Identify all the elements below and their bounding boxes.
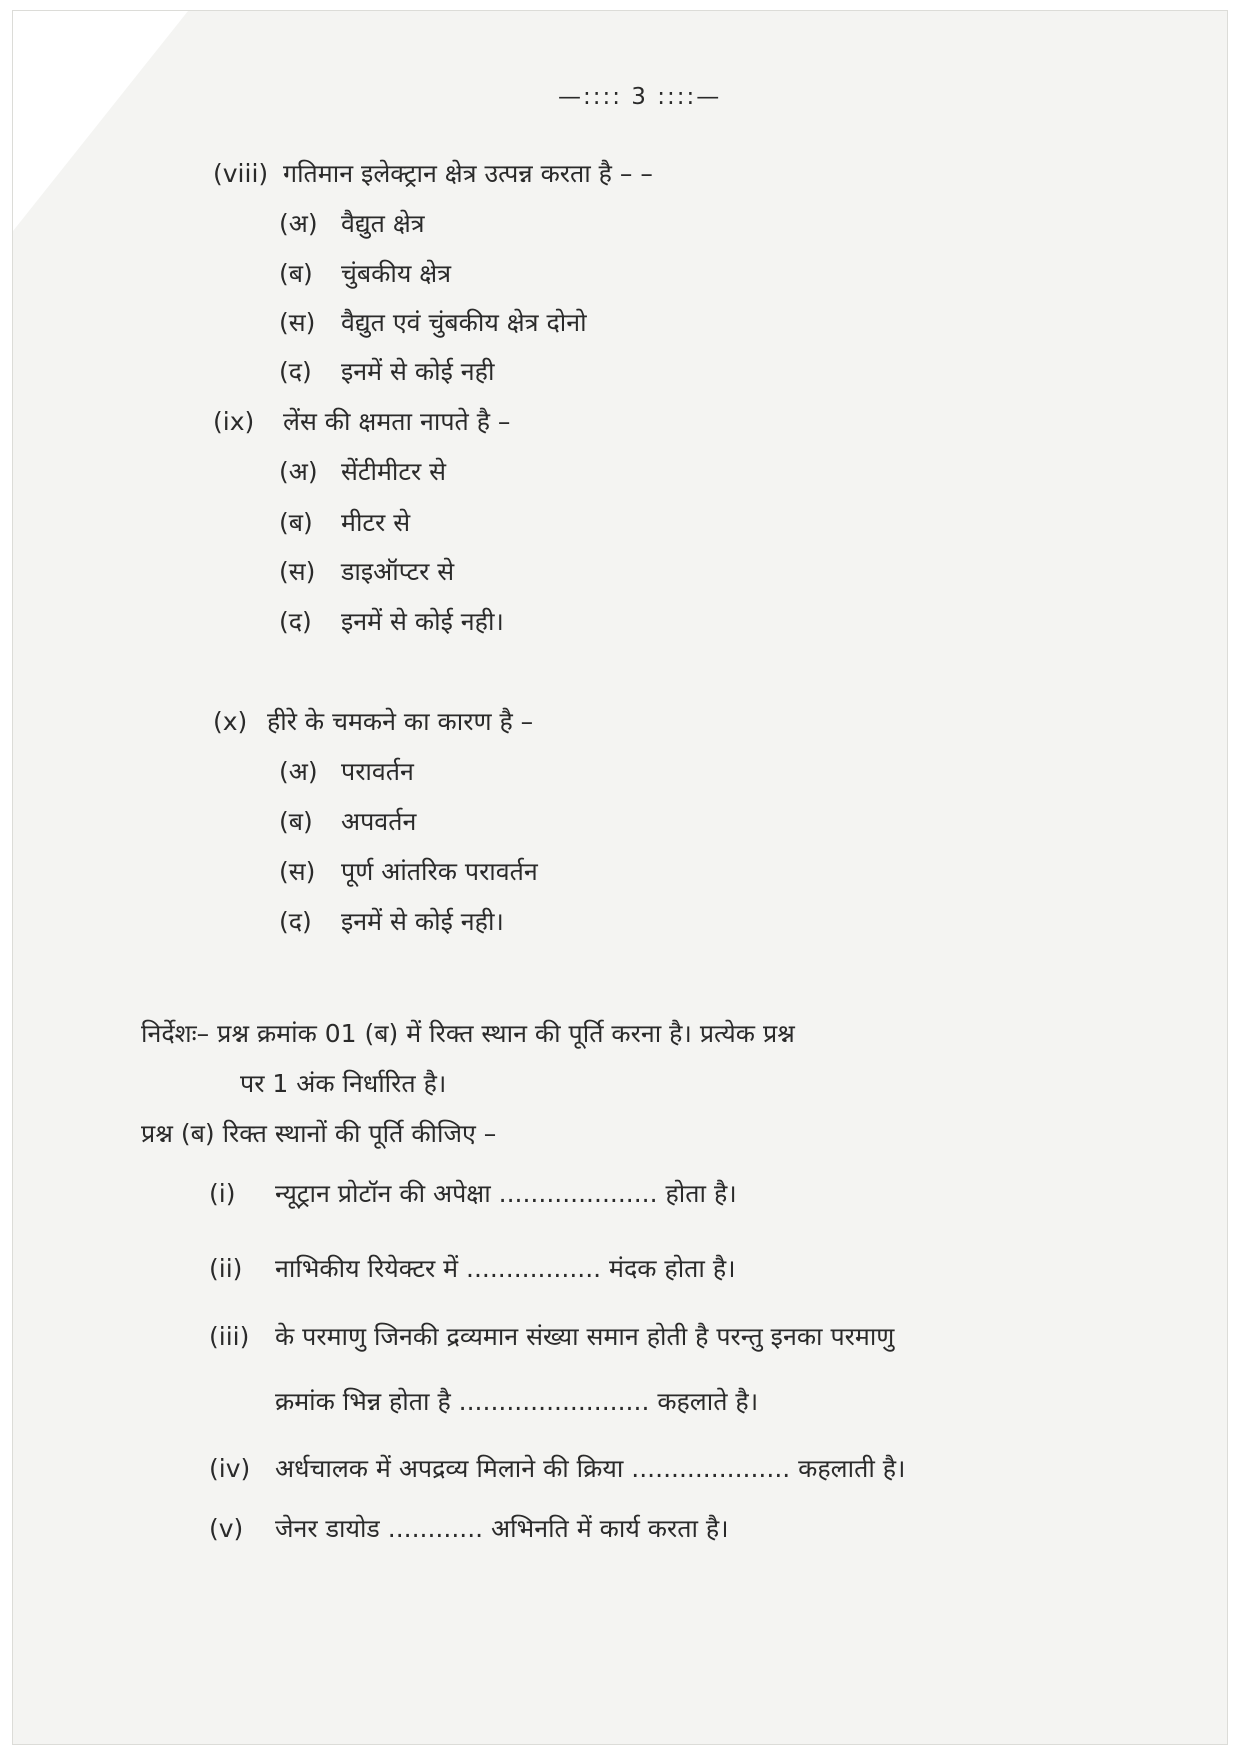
option-text: डाइऑप्टर से bbox=[341, 557, 455, 586]
fill-blank-item bbox=[209, 1319, 894, 1355]
item-text: नाभिकीय रियेक्टर में ................. मंदक होता है। bbox=[275, 1254, 736, 1283]
option-text: इनमें से कोई नही bbox=[341, 357, 495, 386]
option bbox=[279, 754, 414, 790]
option-label: (द) bbox=[279, 607, 312, 636]
option-text: वैद्युत क्षेत्र bbox=[341, 209, 425, 238]
option bbox=[279, 256, 451, 292]
option bbox=[279, 454, 446, 490]
mcq-question bbox=[213, 704, 533, 740]
option-label: (अ) bbox=[279, 457, 318, 486]
option-label: (स) bbox=[279, 557, 316, 586]
option-text: परावर्तन bbox=[341, 757, 414, 786]
item-number: (v) bbox=[209, 1514, 244, 1543]
fill-blank-item bbox=[209, 1511, 729, 1547]
option-text: पूर्ण आंतरिक परावर्तन bbox=[341, 857, 538, 886]
item-text: के परमाणु जिनकी द्रव्यमान संख्या समान होती है परन्तु इनका परमाणु bbox=[275, 1322, 895, 1351]
question-number: (viii) bbox=[213, 159, 269, 188]
instruction-line-2: पर 1 अंक निर्धारित है। bbox=[240, 1069, 447, 1098]
folded-corner bbox=[13, 11, 188, 231]
option-text: मीटर से bbox=[341, 508, 411, 537]
option-label: (द) bbox=[279, 357, 312, 386]
option-label: (अ) bbox=[279, 209, 318, 238]
fill-blank-item bbox=[209, 1451, 906, 1487]
option bbox=[279, 354, 494, 390]
question-text: गतिमान इलेक्ट्रान क्षेत्र उत्पन्न करता है – – bbox=[283, 159, 653, 188]
exam-page bbox=[12, 10, 1228, 1745]
section-b-heading: प्रश्न (ब) रिक्त स्थानों की पूर्ति कीजिए – bbox=[141, 1119, 497, 1148]
item-text: अर्धचालक में अपद्रव्य मिलाने की क्रिया .................... कहलाती है। bbox=[275, 1454, 906, 1483]
option bbox=[279, 904, 504, 940]
page-number: —:::: 3 ::::— bbox=[558, 84, 722, 110]
fill-blank-item bbox=[209, 1251, 736, 1287]
option-label: (अ) bbox=[279, 757, 318, 786]
option-text: अपवर्तन bbox=[341, 807, 417, 836]
mcq-question bbox=[213, 404, 510, 440]
option bbox=[279, 206, 425, 242]
item-text: न्यूट्रान प्रोटॉन की अपेक्षा .................... होता है। bbox=[275, 1179, 737, 1208]
option bbox=[279, 505, 410, 541]
option-label: (ब) bbox=[279, 259, 313, 288]
question-number: (x) bbox=[213, 707, 248, 736]
fill-blank-item-continuation: क्रमांक भिन्न होता है ........................ कहलाते है। bbox=[275, 1387, 759, 1416]
item-text: जेनर डायोड ............ अभिनति में कार्य करता है। bbox=[275, 1514, 729, 1543]
option-text: चुंबकीय क्षेत्र bbox=[341, 259, 451, 288]
fill-blank-item bbox=[209, 1176, 737, 1212]
option bbox=[279, 604, 504, 640]
option-label: (द) bbox=[279, 907, 312, 936]
option-label: (स) bbox=[279, 308, 316, 337]
option-label: (ब) bbox=[279, 807, 313, 836]
option-label: (स) bbox=[279, 857, 316, 886]
option-text: सेंटीमीटर से bbox=[341, 457, 447, 486]
question-text: लेंस की क्षमता नापते है – bbox=[283, 407, 511, 436]
instruction-line-1: निर्देशः– प्रश्न क्रमांक 01 (ब) में रिक्त स्थान की पूर्ति करना है। प्रत्येक प्रश्न bbox=[141, 1019, 795, 1048]
option-text: वैद्युत एवं चुंबकीय क्षेत्र दोनो bbox=[341, 308, 587, 337]
question-text: हीरे के चमकने का कारण है – bbox=[267, 707, 534, 736]
option bbox=[279, 804, 416, 840]
item-number: (iv) bbox=[209, 1454, 251, 1483]
item-number: (iii) bbox=[209, 1322, 250, 1351]
option-text: इनमें से कोई नही। bbox=[341, 907, 504, 936]
item-number: (i) bbox=[209, 1179, 236, 1208]
item-number: (ii) bbox=[209, 1254, 243, 1283]
option bbox=[279, 305, 587, 341]
option-label: (ब) bbox=[279, 508, 313, 537]
option-text: इनमें से कोई नही। bbox=[341, 607, 504, 636]
option bbox=[279, 854, 538, 890]
question-number: (ix) bbox=[213, 407, 255, 436]
mcq-question bbox=[213, 156, 653, 192]
option bbox=[279, 554, 454, 590]
